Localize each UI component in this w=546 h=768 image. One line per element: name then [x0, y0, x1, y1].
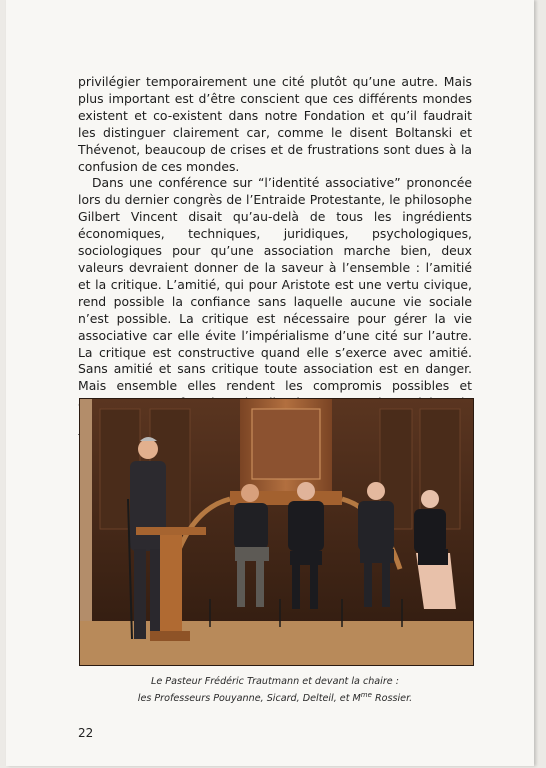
page-number: 22	[78, 726, 94, 740]
caption-line-2	[78, 689, 472, 706]
paragraph-2: Dans une conférence sur “l’identité associative” prononcée lors du dernier congrès de l’Entraide Protestante, le philosophe Gilbert Vincent disait qu’au-delà de tous les ingrédients économiques, techniques, juridiques, psychologiques, sociologiques pour qu’une association marche bien, deux valeurs devraient donner de la saveur à l’ensemble : l’amitié et la critique. L’amitié, qui pour Aristote est une vertu civique, rend possible la confiance sans laquelle aucune vie sociale n’est possible. La critique est nécessaire pour gérer la vie associative car elle évite l’impérialisme d’une cité sur l’autre. La critique est constructive quand elle s’exerce avec amitié. Sans amitié et sans critique toute association est en danger. Mais ensemble elles rendent les compromis possibles et	[78, 175, 472, 394]
photo-caption	[78, 676, 472, 705]
caption-line-2-end: Rossier.	[371, 692, 413, 704]
caption-line-1: Le Pasteur Frédéric Trautmann et devant la chaire :	[151, 676, 399, 687]
conference-photo-illustration	[80, 399, 473, 665]
caption-line-2-sup: me	[360, 690, 372, 699]
paragraph-1: privilégier temporairement une cité plutôt qu’une autre. Mais plus important est d’être conscient que ces différents mondes existent et co-existent dans notre Fondation et qu’il faudrait les distinguer clairement car, comme le disent Boltanski et Thévenot, beaucoup de crises et de frustrations sont dues à la confusion de ces mondes.	[78, 74, 472, 174]
conference-photo	[79, 398, 474, 666]
body-text	[78, 74, 472, 446]
caption-line-2-start: les Professeurs Pouyanne, Sicard, Delteil, et M	[137, 692, 361, 704]
document-page	[6, 0, 534, 766]
